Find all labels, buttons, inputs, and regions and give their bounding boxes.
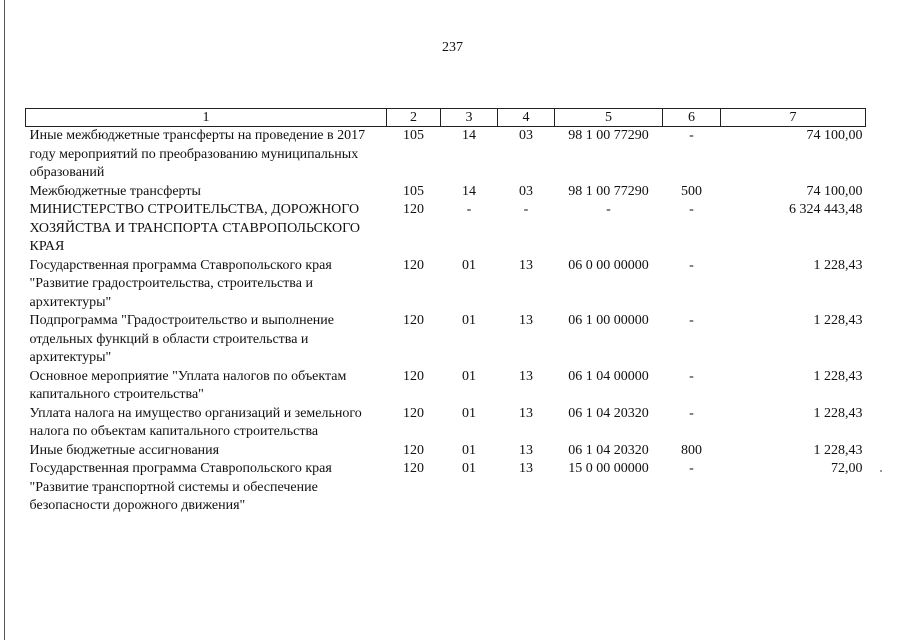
- target-article-code: 15 0 00 00000: [568, 461, 649, 476]
- table-row: [26, 183, 866, 202]
- target-article-code: 06 1 00 00000: [568, 313, 649, 328]
- ministry-code: 120: [403, 461, 424, 476]
- subsection-code: 13: [519, 405, 533, 421]
- item-name: Государственная программа Ставропольского края "Развитие градостроительства, строительства и архитектуры": [29, 257, 332, 310]
- table-row: [26, 312, 866, 368]
- expense-type-code: -: [689, 368, 694, 384]
- target-article-code: 06 1 04 00000: [568, 368, 649, 384]
- item-name: Государственная программа Ставропольского края "Развитие транспортной системы и обеспечение безопасности дорожного движения": [29, 461, 332, 513]
- subsection-code: 13: [519, 368, 533, 384]
- target-article-code: 06 1 04 20320: [568, 405, 649, 421]
- section-code: 01: [462, 368, 476, 384]
- item-name: Подпрограмма "Градостроительство и выполнение отдельных функций в области строительства и архитектуры": [29, 313, 334, 365]
- ministry-code: 105: [403, 128, 424, 143]
- section-code: 01: [462, 313, 476, 328]
- target-article-code: 98 1 00 77290: [568, 183, 649, 199]
- item-name: Основное мероприятие "Уплата налогов по объектам капитального строительства": [29, 368, 347, 402]
- ministry-code: 120: [403, 405, 424, 421]
- subsection-code: 03: [519, 128, 533, 143]
- amount: 1 228,43: [813, 442, 863, 458]
- item-name: Иные бюджетные ассигнования: [29, 442, 220, 458]
- amount: 1 228,43: [813, 368, 863, 384]
- section-code: 01: [462, 461, 476, 476]
- ministry-code: 120: [403, 368, 424, 384]
- table-header: [26, 109, 866, 127]
- ministry-code: 120: [403, 257, 424, 273]
- column-header-6: 6: [663, 109, 721, 127]
- scan-speck: [880, 470, 882, 472]
- section-code: 01: [462, 257, 476, 273]
- expense-type-code: -: [689, 128, 694, 143]
- subsection-code: 13: [519, 442, 533, 458]
- item-name: Межбюджетные трансферты: [29, 183, 201, 199]
- column-header-1: 1: [26, 109, 387, 127]
- target-article-code: 98 1 00 77290: [568, 128, 649, 143]
- table-row: [26, 201, 866, 257]
- amount: 1 228,43: [813, 313, 863, 328]
- subsection-code: 13: [519, 257, 533, 273]
- amount: 74 100,00: [806, 128, 863, 143]
- budget-table: [25, 108, 866, 516]
- table-row: [26, 460, 866, 516]
- section-code: -: [466, 202, 472, 217]
- amount: 72,00: [831, 461, 863, 476]
- target-article-code: 06 0 00 00000: [568, 257, 649, 273]
- ministry-code: 120: [403, 442, 424, 458]
- expense-type-code: -: [689, 202, 694, 217]
- expense-type-code: -: [689, 461, 694, 476]
- column-header-5: 5: [555, 109, 663, 127]
- table-row: [26, 257, 866, 313]
- item-name: Уплата налога на имущество организаций и земельного налога по объектам капитального строительства: [29, 405, 362, 439]
- column-header-7: 7: [721, 109, 866, 127]
- amount: 74 100,00: [806, 183, 863, 199]
- header-row: [26, 109, 866, 127]
- amount: 1 228,43: [813, 257, 863, 273]
- target-article-code: 06 1 04 20320: [568, 442, 649, 458]
- amount: 1 228,43: [813, 405, 863, 421]
- column-header-4: 4: [498, 109, 555, 127]
- column-header-3: 3: [441, 109, 498, 127]
- subsection-code: 13: [519, 313, 533, 328]
- subsection-code: -: [523, 202, 529, 217]
- subsection-code: 03: [519, 183, 533, 199]
- table-row: [26, 405, 866, 442]
- item-name: Иные межбюджетные трансферты на проведение в 2017 году мероприятий по преобразованию муниципальных образований: [29, 128, 366, 180]
- expense-type-code: -: [689, 405, 694, 421]
- left-margin-line: [4, 0, 5, 640]
- expense-type-code: -: [689, 313, 694, 328]
- expense-type-code: 500: [681, 183, 702, 199]
- expense-type-code: -: [689, 257, 694, 273]
- page-number: 237: [442, 40, 463, 55]
- expense-type-code: 800: [681, 442, 702, 458]
- table-row: [26, 127, 866, 183]
- table-row: [26, 368, 866, 405]
- column-header-2: 2: [387, 109, 441, 127]
- section-code: 14: [462, 128, 476, 143]
- section-code: 01: [462, 405, 476, 421]
- table-body: [26, 127, 866, 516]
- ministry-code: 120: [403, 202, 424, 217]
- ministry-code: 120: [403, 313, 424, 328]
- amount: 6 324 443,48: [789, 202, 863, 217]
- subsection-code: 13: [519, 461, 533, 476]
- table-row: [26, 442, 866, 461]
- target-article-code: -: [606, 202, 611, 217]
- item-name: МИНИСТЕРСТВО СТРОИТЕЛЬСТВА, ДОРОЖНОГО ХОЗЯЙСТВА И ТРАНСПОРТА СТАВРОПОЛЬСКОГО КРАЯ: [29, 202, 360, 254]
- section-code: 14: [462, 183, 476, 199]
- section-code: 01: [462, 442, 476, 458]
- ministry-code: 105: [403, 183, 424, 199]
